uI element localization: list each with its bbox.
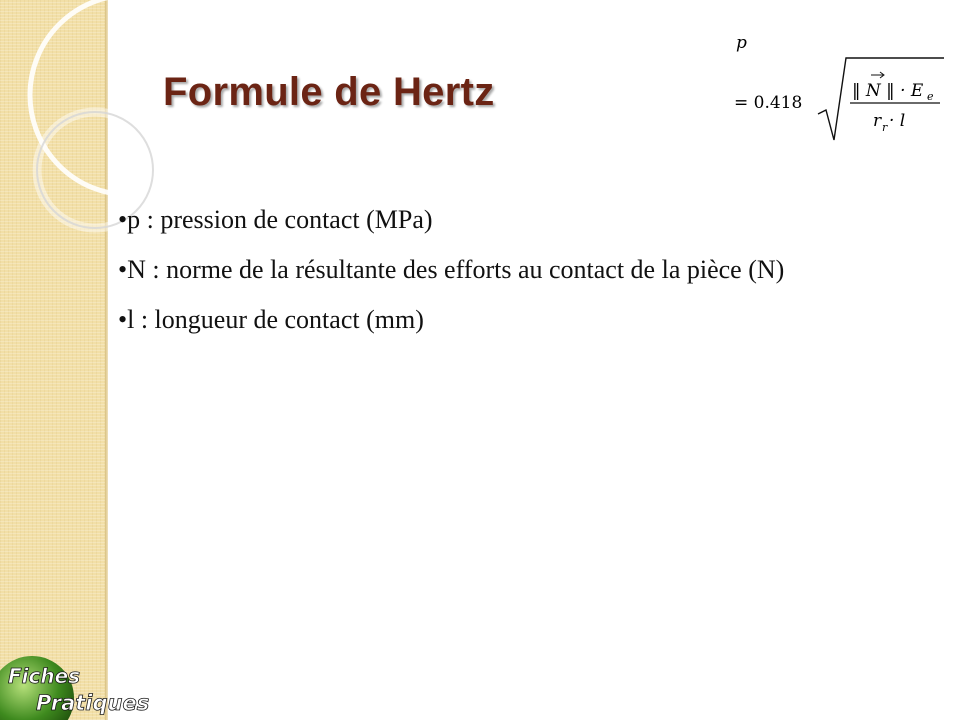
formula-numerator: ‖ N ‖ · E: [852, 81, 924, 101]
formula-denominator: r: [873, 111, 882, 131]
hertz-formula: [730, 28, 945, 148]
formula-numerator-sub: e: [927, 90, 934, 103]
bullet-item-longueur: [118, 300, 908, 340]
slide-title: Formule de Hertz: [163, 70, 495, 114]
bullet-item-pression: [118, 200, 908, 240]
bullet-text: N : norme de la résultante des efforts au contact de la pièce (N): [127, 255, 785, 284]
definition-list: [118, 200, 908, 350]
formula-denominator-rest: · l: [889, 111, 906, 131]
bullet-text: p : pression de contact (MPa): [127, 205, 433, 234]
logo-line2: Pratiques: [36, 691, 150, 715]
fiches-pratiques-logo: [0, 650, 150, 720]
bullet-text: l : longueur de contact (mm): [127, 305, 424, 334]
bullet-item-norme: [118, 250, 908, 290]
formula-coefficient: = 0.418: [734, 93, 803, 113]
logo-line1: Fiches: [8, 664, 81, 688]
formula-lhs: p: [736, 33, 747, 53]
formula-denominator-sub: r: [882, 121, 888, 134]
